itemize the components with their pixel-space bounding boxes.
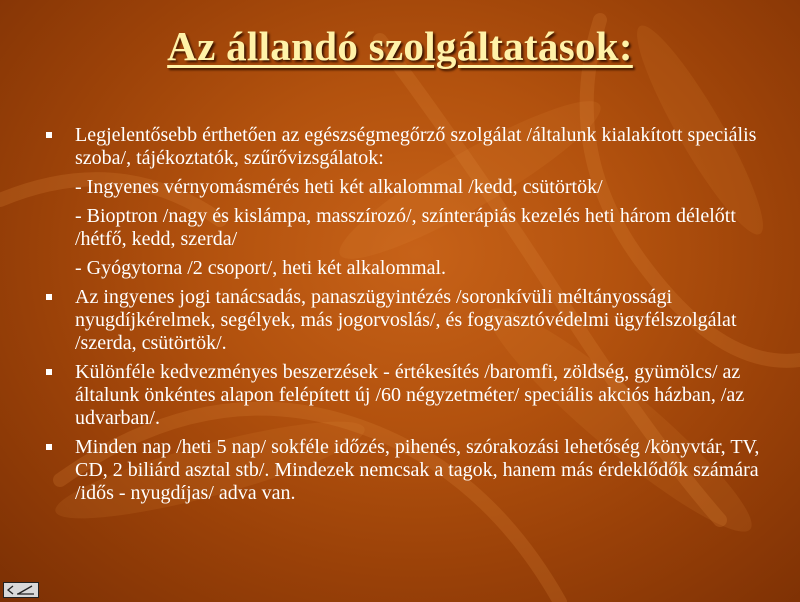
slide-content <box>45 124 760 505</box>
bullet-text: Legjelentősebb érthetően az egészségmegőrző szolgálat /általunk kialakított speciális szoba/, tájékoztatók, szűrővizsgálatok: <box>75 124 757 169</box>
bullet-marker-icon <box>46 369 52 375</box>
slide-title: Az állandó szolgáltatások: <box>167 23 633 69</box>
bullet-item <box>45 436 760 505</box>
bullet-item <box>45 286 760 355</box>
bullet-marker-icon <box>46 132 52 138</box>
bullet-item <box>45 361 760 430</box>
slide-navigation-button[interactable] <box>3 582 39 598</box>
bullet-text: Különféle kedvezményes beszerzések - értékesítés /baromfi, zöldség, gyümölcs/ az általunk önkéntes alapon felépített új /60 négyzetméter/ speciális akciós házban, /az udvarban/. <box>75 361 745 429</box>
sub-item: - Bioptron /nagy és kislámpa, masszírozó/, színterápiás kezelés heti három délelőtt /hétfő, kedd, szerda/ <box>75 205 736 250</box>
slide-navigation-icon <box>4 583 38 597</box>
bullet-marker-icon <box>46 294 52 300</box>
bullet-text: Minden nap /heti 5 nap/ sokféle időzés, pihenés, szórakozási lehetőség /könyvtár, TV, CD, 2 biliárd asztal stb/. Mindezek nemcsak a tagok, hanem más érdeklődők számára /idős - nyugdíjas/ adva van. <box>75 436 760 504</box>
bullet-text: Az ingyenes jogi tanácsadás, panaszügyintézés /soronkívüli méltányossági nyugdíjkérelmek, segélyek, más jogorvoslás/, és fogyasztóvédelmi ügyfélszolgálat /szerda, csütörtök/. <box>75 286 737 354</box>
bullet-item <box>45 124 760 170</box>
sub-item: - Gyógytorna /2 csoport/, heti két alkalommal. <box>75 257 447 279</box>
bullet-marker-icon <box>46 444 52 450</box>
sub-item: - Ingyenes vérnyomásmérés heti két alkalommal /kedd, csütörtök/ <box>75 176 603 198</box>
